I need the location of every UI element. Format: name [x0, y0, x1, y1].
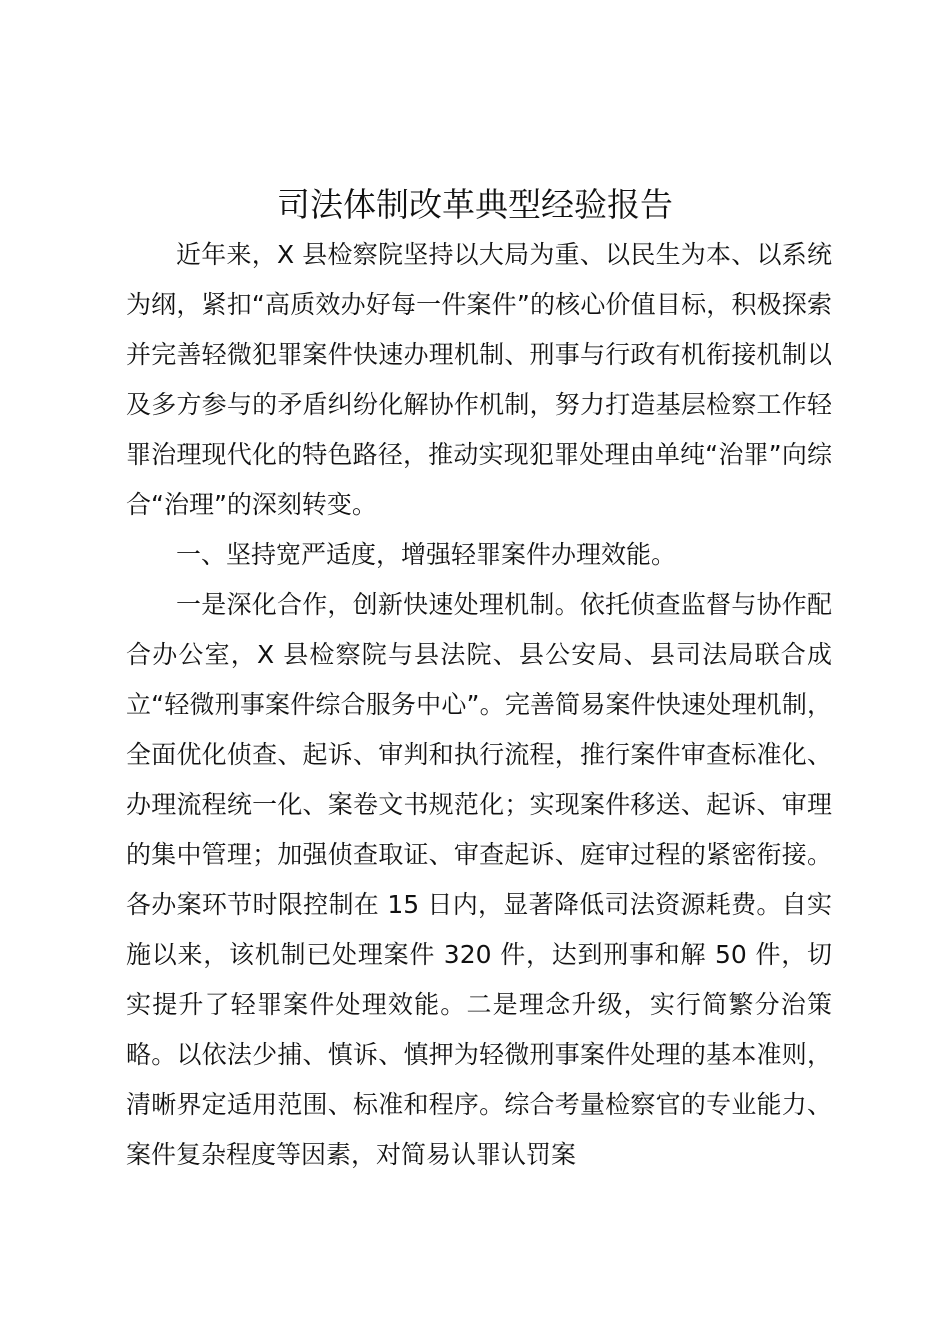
- section-heading: 一、坚持宽严适度，增强轻罪案件办理效能。: [176, 540, 677, 569]
- document-body: [126, 230, 832, 1180]
- paragraph-intro: 近年来，X 县检察院坚持以大局为重、以民生为本、以系统为纲，紧扣“高质效办好每一件案件”的核心价值目标，积极探索并完善轻微犯罪案件快速办理机制、刑事与行政有机衔接机制以及多方参与的矛盾纠纷化解协作机制，努力打造基层检察工作轻罪治理现代化的特色路径，推动实现犯罪处理由单纯“治罪”向综合“治理”的深刻转变。: [126, 240, 832, 519]
- document-title: 司法体制改革典型经验报告: [277, 185, 673, 224]
- paragraph-section-one: 一是深化合作，创新快速处理机制。依托侦查监督与协作配合办公室，X 县检察院与县法院、县公安局、县司法局联合成立“轻微刑事案件综合服务中心”。完善简易案件快速处理机制，全面优化侦查、起诉、审判和执行流程，推行案件审查标准化、办理流程统一化、案卷文书规范化；实现案件移送、起诉、审理的集中管理；加强侦查取证、审查起诉、庭审过程的紧密衔接。各办案环节时限控制在 15 日内，显著降低司法资源耗费。自实施以来，该机制已处理案件 320 件，达到刑事和解 50 件，切实提升了轻罪案件处理效能。二是理念升级，实行简繁分治策略。以依法少捕、慎诉、慎押为轻微刑事案件处理的基本准则，清晰界定适用范围、标准和程序。综合考量检察官的专业能力、案件复杂程度等因素，对简易认罪认罚案: [126, 590, 832, 1169]
